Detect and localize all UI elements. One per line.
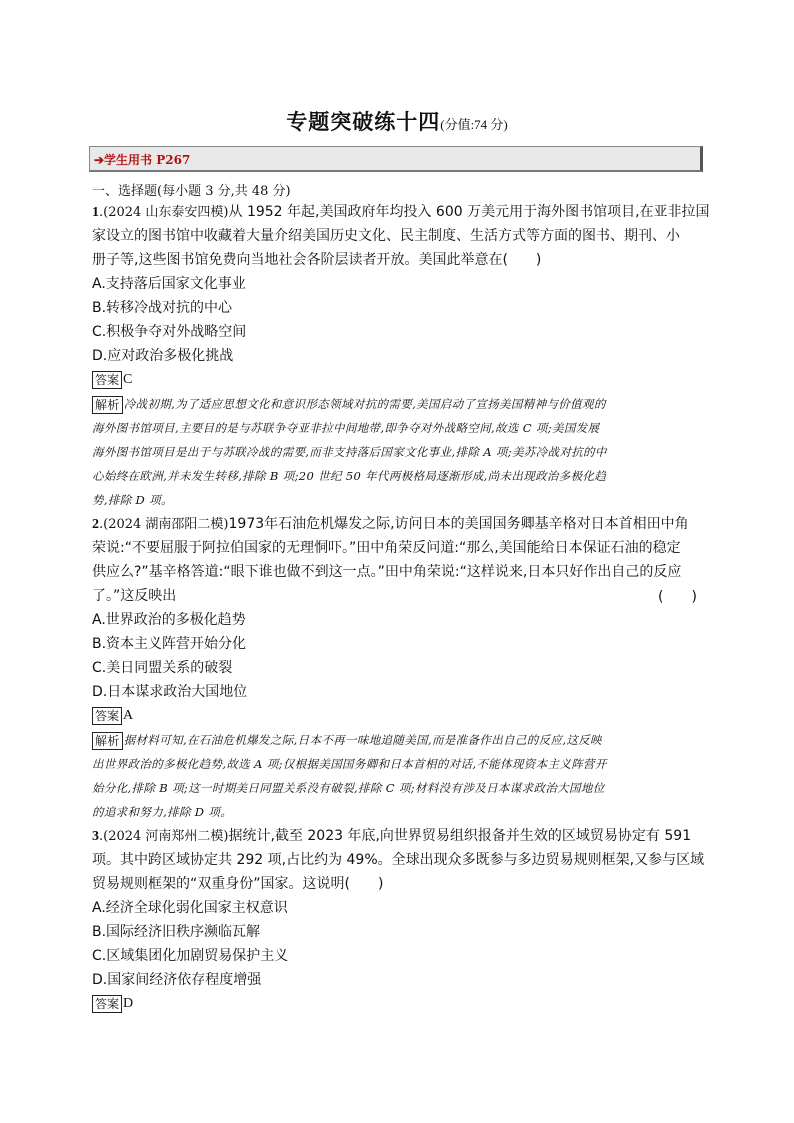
q1-source: .(2024 山东泰安四模) (99, 205, 229, 220)
q2-answer-value: A (123, 708, 134, 723)
answer-tag: 答案 (92, 707, 122, 725)
title-main: 专题突破练十四 (286, 110, 441, 134)
q2-text-1: 1973年石油危机爆发之际,访问日本的美国国务卿基辛格对日本首相田中角 (228, 516, 689, 532)
q1-analysis-line-2: 海外图书馆项目,主要目的是与苏联争夺亚非拉中间地带,即争夺对外战略空间,故选 C 项;美国发展 (92, 421, 600, 435)
analysis-tag: 解析 (92, 732, 123, 750)
q1-option-d[interactable]: D.应对政治多极化挑战 (92, 348, 234, 364)
q2-line-3: 供应么?”基辛格答道:“眼下谁也做不到这一点。”田中角荣说:“这样说来,日本只好作出自己的反应 (92, 564, 682, 580)
q3-line-3: 贸易规则框架的“双重身份”国家。这说明( ) (92, 876, 384, 892)
q1-analysis-text-1: 冷战初期,为了适应思想文化和意识形态领域对抗的需要,美国启动了宣扬美国精神与价值观的 (123, 397, 606, 411)
q2-analysis (92, 728, 704, 824)
q1-option-a[interactable]: A.支持落后国家文化事业 (92, 276, 246, 292)
student-book-bar (89, 146, 703, 172)
q2-option-d[interactable]: D.日本谋求政治大国地位 (92, 684, 248, 700)
q1-analysis-line-1 (92, 392, 704, 416)
q2-number: 2 (92, 517, 99, 532)
q2-answer-paren: ( ) (658, 589, 697, 605)
q2-line-2: 荣说:“不要屈服于阿拉伯国家的无理恫吓。”田中角荣反问道:“那么,美国能给日本保证石油的稳定 (92, 540, 681, 556)
q3-answer-value: D (123, 996, 134, 1011)
q3-number: 3 (92, 829, 99, 844)
q1-option-c[interactable]: C.积极争夺对外战略空间 (92, 324, 247, 340)
question-2 (92, 512, 704, 704)
q1-option-b[interactable]: B.转移冷战对抗的中心 (92, 300, 233, 316)
q2-option-b[interactable]: B.资本主义阵营开始分化 (92, 636, 247, 652)
q2-answer (92, 705, 133, 727)
answer-tag: 答案 (92, 371, 122, 389)
q1-number: 1 (92, 205, 99, 220)
q3-line-2: 项。其中跨区域协定共 292 项,占比约为 49%。全球出现众多既参与多边贸易规则框架,又参与区域 (92, 852, 705, 868)
q1-line-1 (92, 200, 710, 224)
q3-option-b[interactable]: B.国际经济旧秩序濒临瓦解 (92, 924, 261, 940)
q1-answer-value: C (123, 372, 133, 387)
q3-line-1 (92, 824, 704, 848)
title-score: (分值:74 分) (440, 117, 508, 132)
q1-line-2: 家设立的图书馆中收藏着大量介绍美国历史文化、民主制度、生活方式等方面的图书、期刊、小 (92, 228, 680, 244)
q2-line-4: 了。”这反映出 (92, 588, 177, 604)
section-heading: 一、选择题(每小题 3 分,共 48 分) (92, 184, 291, 199)
q2-source: .(2024 湖南邵阳二模) (99, 517, 229, 532)
q2-option-a[interactable]: A.世界政治的多极化趋势 (92, 612, 246, 628)
q2-analysis-line-2: 出世界政治的多极化趋势,故选 A 项;仅根据美国国务卿和日本首相的对话,不能体现资本主义阵营开 (92, 757, 607, 771)
page-title (0, 106, 794, 136)
q3-option-a[interactable]: A.经济全球化弱化国家主权意识 (92, 900, 288, 916)
q3-option-c[interactable]: C.区域集团化加剧贸易保护主义 (92, 948, 289, 964)
q2-line-1 (92, 512, 704, 536)
q1-answer (92, 369, 132, 391)
q1-analysis-line-5: 势,排除 D 项。 (92, 493, 173, 507)
q3-answer (92, 993, 133, 1015)
q3-option-d[interactable]: D.国家间经济依存程度增强 (92, 972, 262, 988)
analysis-tag: 解析 (92, 396, 123, 414)
q1-analysis-line-3: 海外图书馆项目是出于与苏联冷战的需要,而非支持落后国家文化事业,排除 A 项;美苏冷战对抗的中 (92, 445, 607, 459)
q3-source: .(2024 河南郑州二模) (99, 829, 229, 844)
q2-analysis-text-1: 据材料可知,在石油危机爆发之际,日本不再一味地追随美国,而是准备作出自己的反应,这反映 (123, 733, 602, 747)
q1-analysis (92, 392, 704, 512)
q2-analysis-line-4: 的追求和努力,排除 D 项。 (92, 805, 233, 819)
answer-tag: 答案 (92, 995, 122, 1013)
q1-line-3: 册子等,这些图书馆免费向当地社会各阶层读者开放。美国此举意在( ) (92, 252, 542, 268)
q2-analysis-line-3: 始分化,排除 B 项;这一时期美日同盟关系没有破裂,排除 C 项;材料没有涉及日本谋求政治大国地位 (92, 781, 605, 795)
question-1 (92, 200, 710, 368)
question-3 (92, 824, 704, 992)
q1-text-1: 从 1952 年起,美国政府年均投入 600 万美元用于海外图书馆项目,在亚非拉国 (228, 204, 710, 220)
q3-text-1: 据统计,截至 2023 年底,向世界贸易组织报备并生效的区域贸易协定有 591 (228, 828, 692, 844)
q1-analysis-line-4: 心始终在欧洲,并未发生转移,排除 B 项;20 世纪 50 年代两极格局逐渐形成,尚未出现政治多极化趋 (92, 469, 607, 483)
q2-analysis-line-1 (92, 728, 704, 752)
q2-option-c[interactable]: C.美日同盟关系的破裂 (92, 660, 233, 676)
student-book-link[interactable]: ➔学生用书 P267 (94, 153, 191, 167)
